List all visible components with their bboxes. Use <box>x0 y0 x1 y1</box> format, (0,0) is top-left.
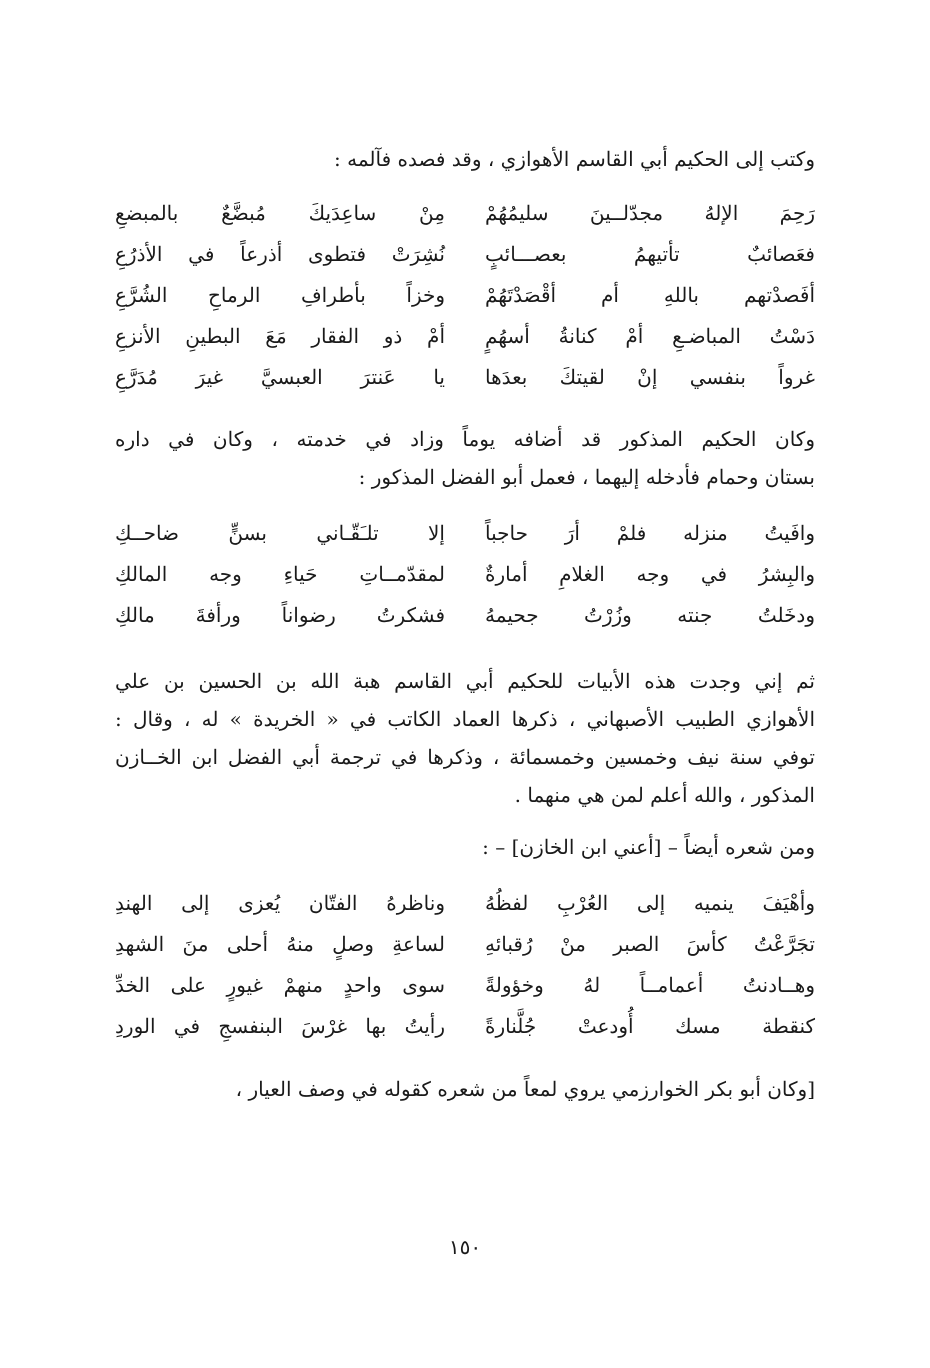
hemistich-first: وهــادنتُ أعمامــاً لهُ وخؤولةً <box>485 973 815 997</box>
hemistich-second: يا عَنترَ العبسيَّ غيرَ مُدَرَّعِ <box>115 365 445 389</box>
verse <box>115 966 815 1007</box>
hemistich-first: والبِشرُ في وجه الغلامِ أمارةٌ <box>485 562 815 586</box>
verse <box>115 555 815 596</box>
poem-2 <box>115 514 815 637</box>
text-line: ثم إني وجدت هذه الأبيات للحكيم أبي القاسم هبة الله بن الحسين بن علي <box>115 669 815 693</box>
text-line: [وكان أبو بكر الخوارزمي يروي لمعاً من شعره كقوله في وصف العيار ، <box>235 1077 815 1101</box>
text-line: توفي سنة نيف وخمسين وخمسمائة ، وذكرها في ترجمة أبي الفضل ابن الخــازن <box>115 745 815 769</box>
hemistich-second: وناظرهُ الفتّان يُعزى إلى الهندِ <box>115 891 445 915</box>
hemistich-second: وخزاً بأطرافِ الرماحِ الشُرَّعِ <box>115 283 445 307</box>
text-line: ومن شعره أيضاً – [أعني ابن الخازن] – : <box>482 835 815 859</box>
hemistich-second: لمقدّمــاتِ حَياءِ وجه المالكِ <box>115 562 445 586</box>
verse <box>115 514 815 555</box>
hemistich-second: سوى واحدٍ منهمْ غيورٍ على الخدِّ <box>115 973 445 997</box>
hemistich-first: كنقطة مسك أُودعتْ جُلَّنارةً <box>485 1014 815 1038</box>
text-line: وكان الحكيم المذكور قد أضافه يوماً وزاد في خدمته ، وكان في داره <box>115 427 815 451</box>
poem-1 <box>115 194 815 399</box>
verse <box>115 925 815 966</box>
hemistich-second: إلا تلـَقّـاني بسنٍّ ضاحــكِ <box>115 521 445 545</box>
verse <box>115 317 815 358</box>
hemistich-second: رأيتُ بها غرْسَ البنفسجِ في الوردِ <box>115 1014 445 1038</box>
hemistich-second: مِنْ ساعِدَيكَ مُبضَّعٌ بالمبضعِ <box>115 201 445 225</box>
verse <box>115 596 815 637</box>
verse <box>115 235 815 276</box>
hemistich-first: ودخَلتُ جنته وزُرْتُ جحيمهُ <box>485 603 815 627</box>
closing-line <box>115 1070 815 1108</box>
hemistich-first: أفَصدْتهم باللهِ أم أقْصَدْتَهُمْ <box>485 283 815 307</box>
verse <box>115 1007 815 1048</box>
verse <box>115 194 815 235</box>
intro-line-1 <box>115 140 815 178</box>
hemistich-first: وأهْيَفَ ينميه إلى العُرْبِ لفظُهُ <box>485 891 815 915</box>
page-number: ١٥٠ <box>448 1235 482 1259</box>
hemistich-first: غرواً بنفسي إنْ لقيتكَ بعدَها <box>485 365 815 389</box>
text-line: وكتب إلى الحكيم أبي القاسم الأهوازي ، وقد فصده فآلمه : <box>334 147 815 171</box>
hemistich-second: نُشِرَتْ فتطوى أذرعاً في الأذرُعِ <box>115 242 445 266</box>
verse <box>115 358 815 399</box>
paragraph-3 <box>115 662 815 814</box>
poem-3 <box>115 884 815 1048</box>
paragraph-2 <box>115 420 815 496</box>
hemistich-first: وافَيتُ منزله فلمْ أرَ حاجباً <box>485 521 815 545</box>
hemistich-second: فشكرتُ رضواناً ورأفةَ مالكِ <box>115 603 445 627</box>
hemistich-first: دَسْتُ المباضـعِ أمْ كنانةُ أسهُمٍ <box>485 324 815 348</box>
hemistich-second: لساعةِ وصلٍ منهُ أحلى منَ الشهدِ <box>115 932 445 956</box>
verse <box>115 884 815 925</box>
verse <box>115 276 815 317</box>
intro-line-4 <box>115 828 815 866</box>
hemistich-first: رَحِمَ الإلهُ مجدّلــينَ سليمُهُمْ <box>485 201 815 225</box>
text-line: المذكور ، والله أعلم لمن هي منهما . <box>514 783 815 807</box>
text-line: بستان وحمام فأدخله إليهما ، فعمل أبو الفضل المذكور : <box>358 465 815 489</box>
hemistich-first: تجَرَّعْتُ كأسَ الصبر منْ رُقبائهِ <box>485 932 815 956</box>
text-line: الأهوازي الطبيب الأصبهاني ، ذكرها العماد الكاتب في « الخريدة » له ، وقال : <box>115 707 815 731</box>
hemistich-second: أمْ ذو الفقار مَعَ البطينِ الأنزعِ <box>115 324 445 348</box>
hemistich-first: فعَصائبٌ تأتيهمُ بعصـــائبٍ <box>485 242 815 266</box>
